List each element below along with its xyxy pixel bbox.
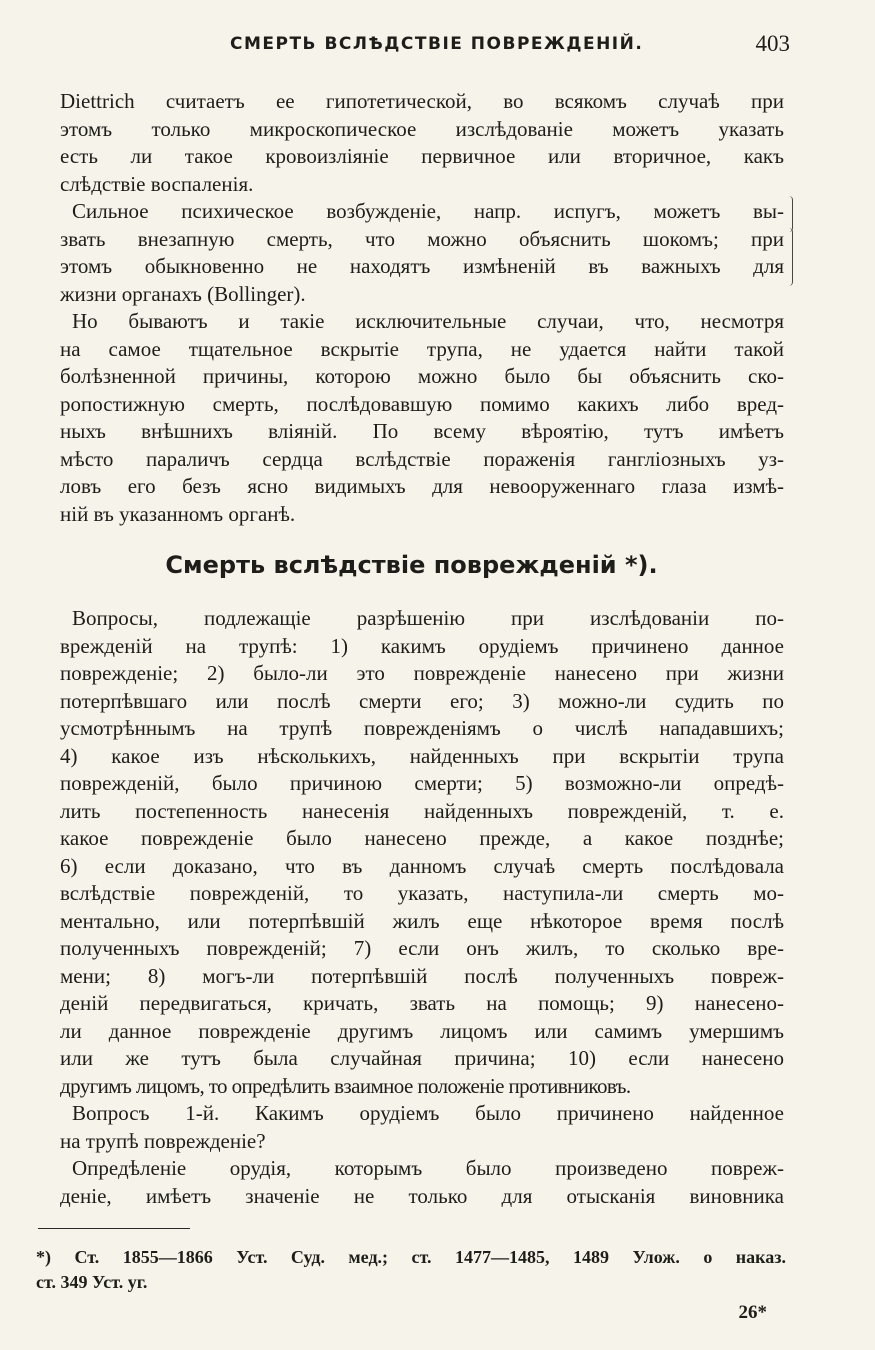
text-line: Опредѣленіе орудія, которымъ было произведено повреж-	[72, 1156, 784, 1180]
text-line: болѣзненной причины, которою можно было бы объяснить ско-	[60, 364, 784, 388]
text-line: другимъ лицомъ, то опредѣлить взаимное положеніе противниковъ.	[60, 1073, 631, 1098]
text-line: Diettrich считаетъ ее гипотетической, во всякомъ случаѣ при	[60, 89, 784, 113]
text-line: есть ли такое кровоизліяніе первичное или вторичное, какъ	[60, 144, 784, 168]
text-line: полученныхъ поврежденій; 7) если онъ жилъ, то сколько вре-	[60, 936, 784, 960]
text-line: на трупѣ поврежденіе?	[60, 1128, 266, 1153]
section-body	[60, 605, 784, 1210]
text-line: звать внезапную смерть, что можно объяснить шокомъ; при	[60, 226, 784, 251]
text-line: мѣсто параличъ сердца вслѣдствіе пораженія гангліозныхъ уз-	[60, 446, 784, 471]
footnote-rule	[38, 1228, 190, 1229]
text-line: деніе, имѣетъ значеніе не только для отысканія виновника	[60, 1183, 784, 1208]
text-line: Вопросъ 1-й. Какимъ орудіемъ было причинено найденное	[72, 1101, 784, 1125]
running-title: СМЕРТЬ ВСЛѢДСТВІЕ ПОВРЕЖДЕНІЙ.	[230, 34, 644, 54]
text-line: ропостижную смерть, послѣдовавшую помимо какихъ либо вред-	[60, 391, 784, 416]
margin-bracket-mark	[789, 196, 793, 232]
text-line: Сильное психическое возбужденіе, напр. испугъ, можетъ вы-	[72, 199, 784, 223]
text-line: 6) если доказано, что въ данномъ случаѣ смерть послѣдовала	[60, 853, 784, 878]
text-line: поврежденіе; 2) было-ли это поврежденіе нанесено при жизни	[60, 661, 784, 685]
margin-bracket-mark	[789, 228, 793, 286]
text-line: врежденій на трупѣ: 1) какимъ орудіемъ причинено данное	[60, 633, 784, 658]
text-line: 4) какое изъ нѣсколькихъ, найденныхъ при вскрытіи трупа	[60, 743, 784, 768]
text-line: жизни органахъ (Bollinger).	[60, 281, 306, 306]
text-line: или же тутъ была случайная причина; 10) если нанесено	[60, 1046, 784, 1070]
text-line: какое поврежденіе было нанесено прежде, а какое позднѣе;	[60, 826, 784, 850]
text-line: лить постепенность нанесенія найденныхъ поврежденій, т. е.	[60, 798, 784, 823]
text-line: усмотрѣннымъ на трупѣ поврежденіямъ о числѣ нападавшихъ;	[60, 716, 784, 740]
text-line: деній передвигаться, кричать, звать на помощь; 9) нанесено-	[60, 991, 784, 1015]
text-line: поврежденій, было причиною смерти; 5) возможно-ли опредѣ-	[60, 771, 784, 795]
footnote-line: ст. 349 Уст. уг.	[36, 1272, 148, 1292]
text-line: ли данное поврежденіе другимъ лицомъ или самимъ умершимъ	[60, 1018, 784, 1043]
text-line: на самое тщательное вскрытіе трупа, не удается найти такой	[60, 336, 784, 361]
text-line: потерпѣвшаго или послѣ смерти его; 3) можно-ли судить по	[60, 688, 784, 713]
text-line: слѣдствіе воспаленія.	[60, 171, 254, 196]
text-line: ловъ его безъ ясно видимыхъ для невооруженнаго глаза измѣ-	[60, 474, 784, 498]
text-line: этомъ только микроскопическое изслѣдованіе можетъ указать	[60, 116, 784, 141]
text-line: ныхъ внѣшнихъ вліяній. По всему вѣроятію, тутъ имѣетъ	[60, 419, 784, 443]
text-line: этомъ обыкновенно не находятъ измѣненій въ важныхъ для	[60, 254, 784, 278]
running-header	[60, 30, 790, 60]
section-heading: Смерть вслѣдствіе поврежденій *).	[165, 551, 658, 579]
text-line: Но бываютъ и такіе исключительные случаи, что, несмотря	[72, 309, 784, 333]
text-line: вслѣдствіе поврежденій, то указать, наступила-ли смерть мо-	[60, 881, 784, 905]
footnote	[36, 1245, 786, 1295]
signature-mark: 26*	[738, 1302, 767, 1323]
opening-paragraphs	[60, 88, 784, 528]
text-line: ній въ указанномъ органѣ.	[60, 501, 296, 526]
footnote-line: *) Ст. 1855—1866 Уст. Суд. мед.; ст. 1477—1485, 1489 Улож. о наказ.	[36, 1247, 786, 1267]
text-line: Вопросы, подлежащіе разрѣшенію при изслѣдованіи по-	[72, 606, 784, 630]
text-line: ментально, или потерпѣвшій жилъ еще нѣкоторое время послѣ	[60, 908, 784, 933]
text-line: мени; 8) могъ-ли потерпѣвшій послѣ полученныхъ повреж-	[60, 963, 784, 988]
page-number: 403	[755, 31, 790, 56]
